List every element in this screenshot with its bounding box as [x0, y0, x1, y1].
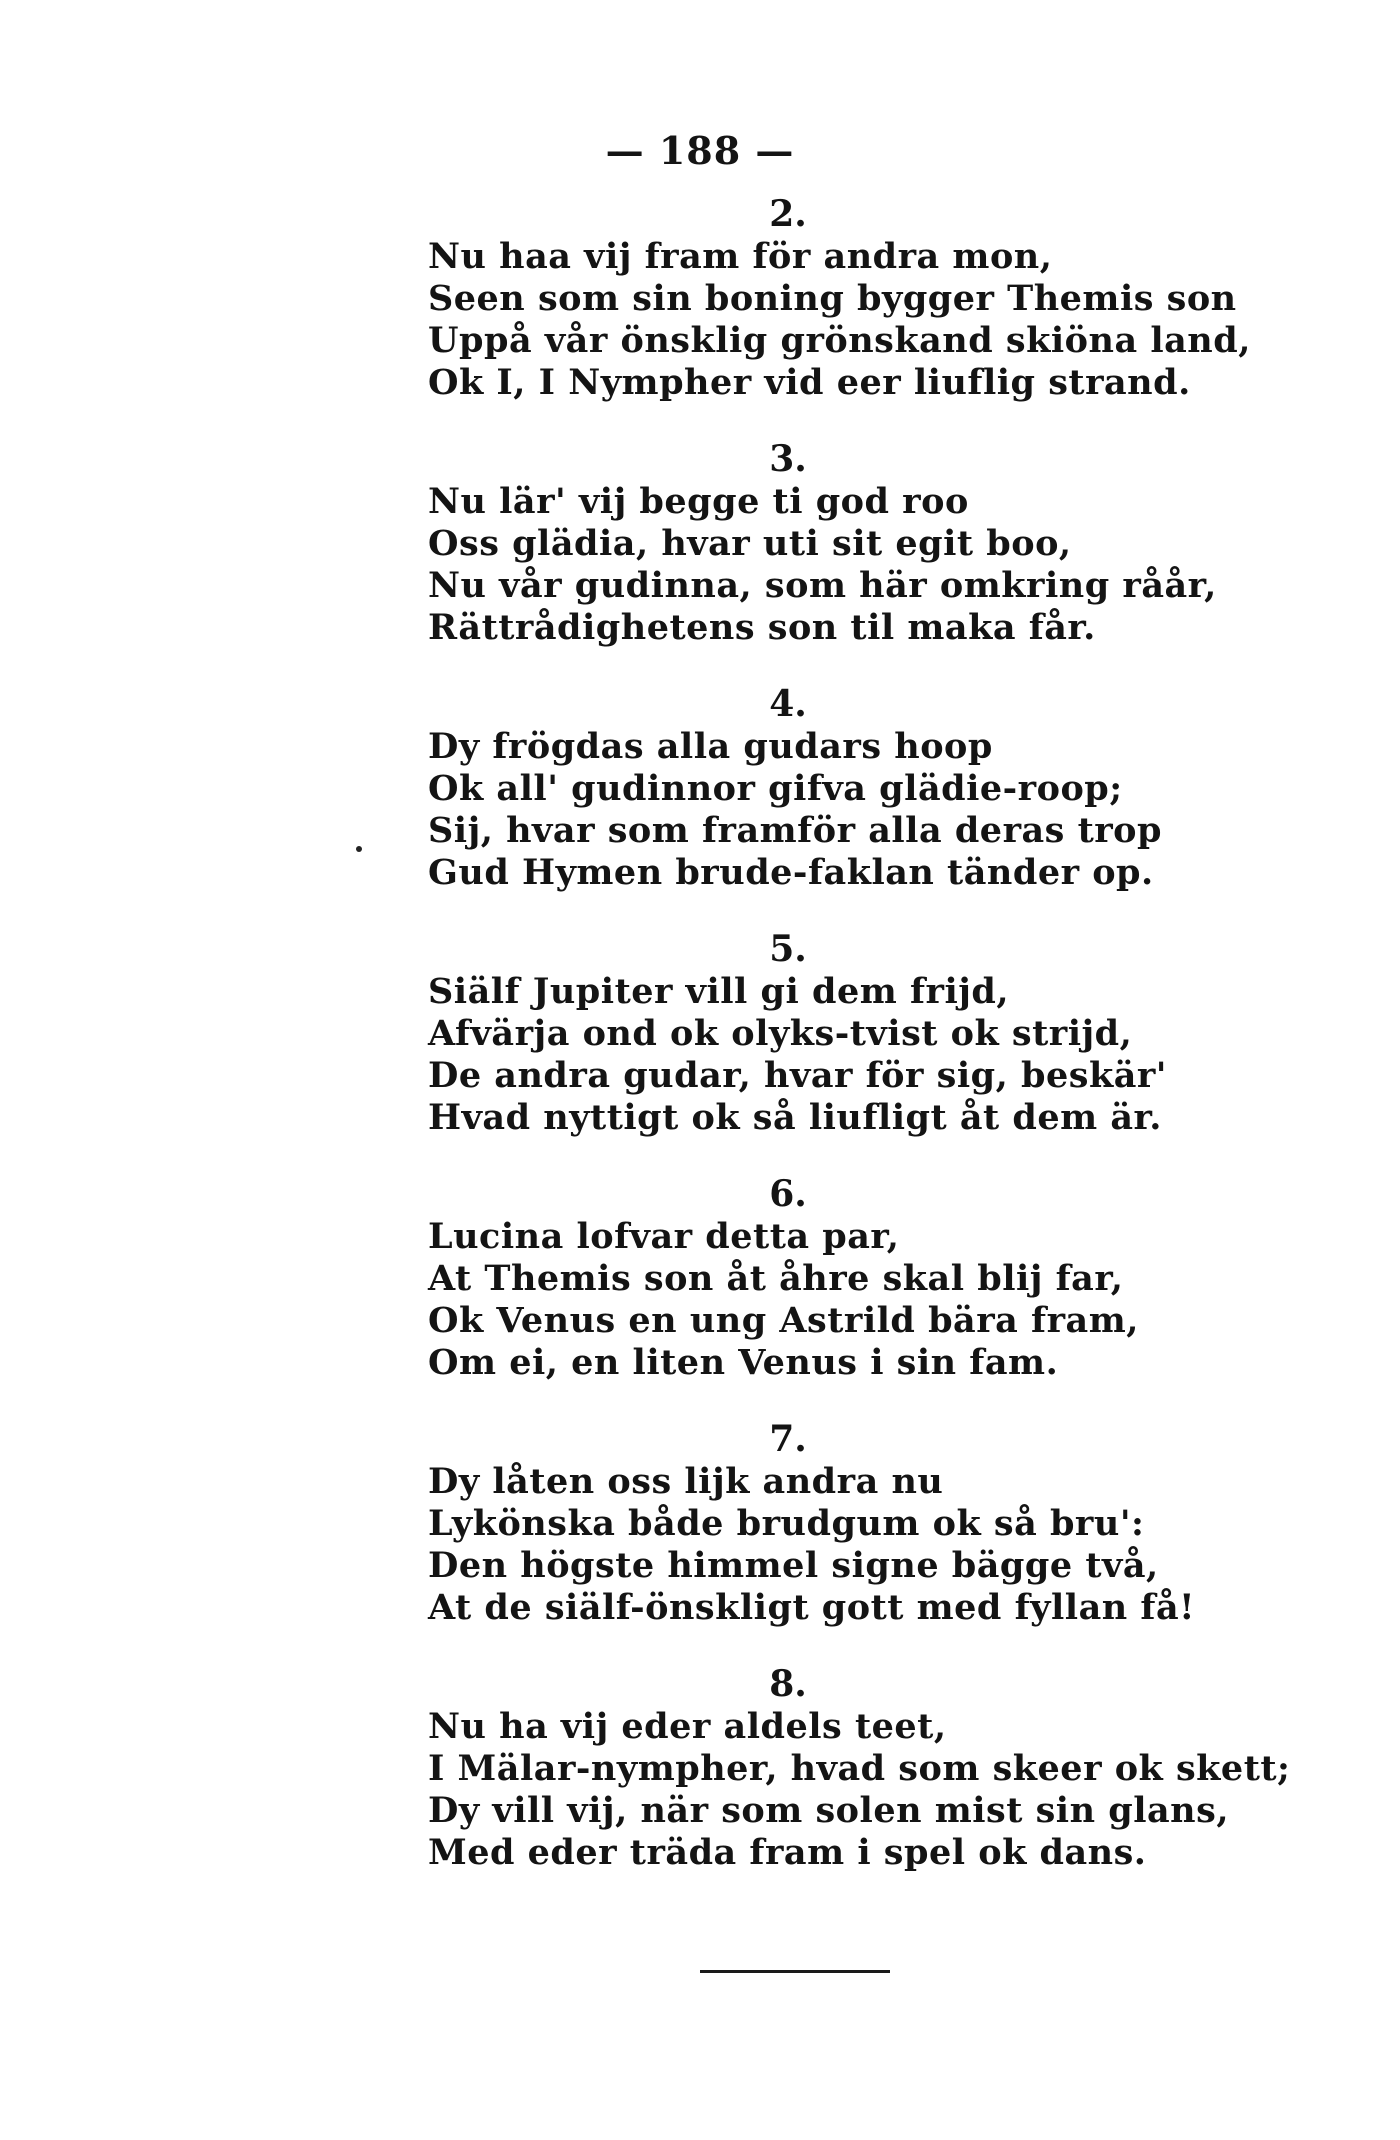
verse-line: Gud Hymen brude-faklan tänder op. [428, 852, 1154, 893]
verse-line: Seen som sin boning bygger Themis son [428, 278, 1237, 319]
verse-line: Om ei, en liten Venus i sin fam. [428, 1342, 1059, 1383]
stanza-number: 7. [769, 1418, 807, 1460]
closing-rule [700, 1970, 890, 1973]
stanza-number: 2. [769, 193, 807, 235]
verse-line: I Mälar-nympher, hvad som skeer ok skett; [428, 1748, 1291, 1789]
verse-line: Nu lär' vij begge ti god roo [428, 481, 969, 522]
verse-line: Dy frögdas alla gudars hoop [428, 726, 993, 767]
stanza-number: 3. [769, 438, 807, 480]
verse-line: Den högste himmel signe bägge två, [428, 1545, 1159, 1586]
verse-line: Dy vill vij, när som solen mist sin glans, [428, 1790, 1230, 1831]
verse-line: Lykönska både brudgum ok så bru': [428, 1503, 1145, 1544]
stanza-6 [428, 1172, 1268, 1384]
verse-line: Nu vår gudinna, som här omkring råår, [428, 565, 1217, 606]
verse-line: Uppå vår önsklig grönskand skiöna land, [428, 320, 1251, 361]
poem [428, 192, 1291, 1874]
verse-line: Oss glädia, hvar uti sit egit boo, [428, 523, 1072, 564]
stanza-number: 5. [769, 928, 807, 970]
verse-line: De andra gudar, hvar för sig, beskär' [428, 1055, 1168, 1096]
verse-line: Rättrådighetens son til maka får. [428, 607, 1096, 648]
stanza-3 [428, 437, 1268, 649]
stanza-2 [428, 192, 1268, 404]
stanza-5 [428, 927, 1268, 1139]
verse-line: Siälf Jupiter vill gi dem frijd, [428, 971, 1010, 1012]
page-number: — 188 — [605, 128, 795, 173]
stanza-number: 6. [769, 1173, 807, 1215]
verse-line: Ok all' gudinnor gifva glädie-roop; [428, 768, 1123, 809]
verse-line: Sij, hvar som framför alla deras trop [428, 810, 1163, 851]
verse-line: Ok I, I Nympher vid eer liuflig strand. [428, 362, 1191, 403]
verse-line: Nu ha vij eder aldels teet, [428, 1706, 947, 1747]
stanza-4 [428, 682, 1268, 894]
stanza-7 [428, 1417, 1268, 1629]
verse-line: At Themis son åt åhre skal blij far, [428, 1258, 1124, 1299]
ink-speck [356, 846, 362, 852]
verse-line: Afvärja ond ok olyks-tvist ok strijd, [428, 1013, 1133, 1054]
stanza-number: 4. [769, 683, 807, 725]
verse-line: Lucina lofvar detta par, [428, 1216, 900, 1257]
verse-line: Ok Venus en ung Astrild bära fram, [428, 1300, 1139, 1341]
verse-line: Med eder träda fram i spel ok dans. [428, 1832, 1147, 1873]
verse-line: Dy låten oss lijk andra nu [428, 1461, 944, 1502]
stanza-number: 8. [769, 1663, 807, 1705]
verse-line: Nu haa vij fram för andra mon, [428, 236, 1053, 277]
verse-line: At de siälf-önskligt gott med fyllan få! [428, 1587, 1195, 1628]
verse-line: Hvad nyttigt ok så liufligt åt dem är. [428, 1097, 1162, 1138]
stanza-8 [428, 1662, 1291, 1874]
